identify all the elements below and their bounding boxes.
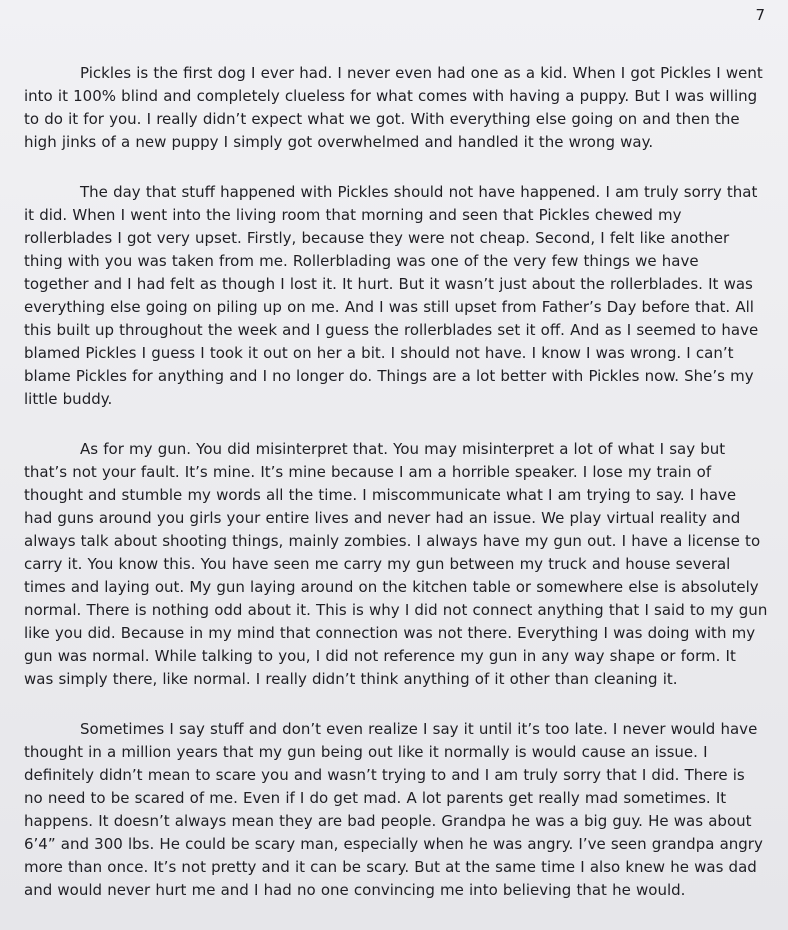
paragraph-rollerblades-incident: The day that stuff happened with Pickles should not have happened. I am truly sorry that it did. When I went into the living room that morning and seen that Pickles chewed my rollerblades I got very upset. Firstly, because they were not cheap. Second, I felt like another thing with you was taken from me. Rollerblading was one of the very few things we have together and I had felt as though I lost it. It hurt. But it wasn’t just about the rollerblades. It was everything else going on piling up on me. And I was still upset from Father’s Day before that. All this built up throughout the week and I guess the rollerblades set it off. And as I seemed to have blamed Pickles I guess I took it out on her a bit. I should not have. I know I was wrong. I can’t blame Pickles for anything and I no longer do. Things are a lot better with Pickles now. She’s my little buddy. xyxy=(24,183,759,408)
paragraph-gun-explanation: As for my gun. You did misinterpret that. You may misinterpret a lot of what I say but that’s not your fault. It’s mine. It’s mine because I am a horrible speaker. I lose my train of thought and stumble my words all the time. I miscommunicate what I am trying to say. I have had guns around you girls your entire lives and never had an issue. We play virtual reality and always talk about shooting things, mainly zombies. I always have my gun out. I have a license to carry it. You know this. You have seen me carry my gun between my truck and house several times and laying out. My gun laying around on the kitchen table or somewhere else is absolutely normal. There is nothing odd about it. This is why I did not connect anything that I said to my gun like you did. Because in my mind that connection was not there. Everything I was doing with my gun was normal. While talking to you, I did not reference my gun in any way shape or form. It was simply there, like normal. I really didn’t think anything of it other than cleaning it. xyxy=(24,440,768,688)
letter-body xyxy=(24,62,768,902)
page-number: 7 xyxy=(755,6,765,24)
paragraph-pickles-first-dog: Pickles is the first dog I ever had. I never even had one as a kid. When I got Pickles I went into it 100% blind and completely clueless for what comes with having a puppy. But I was willing to do it for you. I really didn’t expect what we got. With everything else going on and then the high jinks of a new puppy I simply got overwhelmed and handled it the wrong way. xyxy=(24,64,763,151)
paragraph-apology-grandpa: Sometimes I say stuff and don’t even realize I say it until it’s too late. I never would have thought in a million years that my gun being out like it normally is would cause an issue. I definitely didn’t mean to scare you and wasn’t trying to and I am truly sorry that I did. There is no need to be scared of me. Even if I do get mad. A lot parents get really mad sometimes. It happens. It doesn’t always mean they are bad people. Grandpa he was a big guy. He was about 6’4” and 300 lbs. He could be scary man, especially when he was angry. I’ve seen grandpa angry more than once. It’s not pretty and it can be scary. But at the same time I also knew he was dad and would never hurt me and I had no one convincing me into believing that he would. xyxy=(24,720,763,899)
